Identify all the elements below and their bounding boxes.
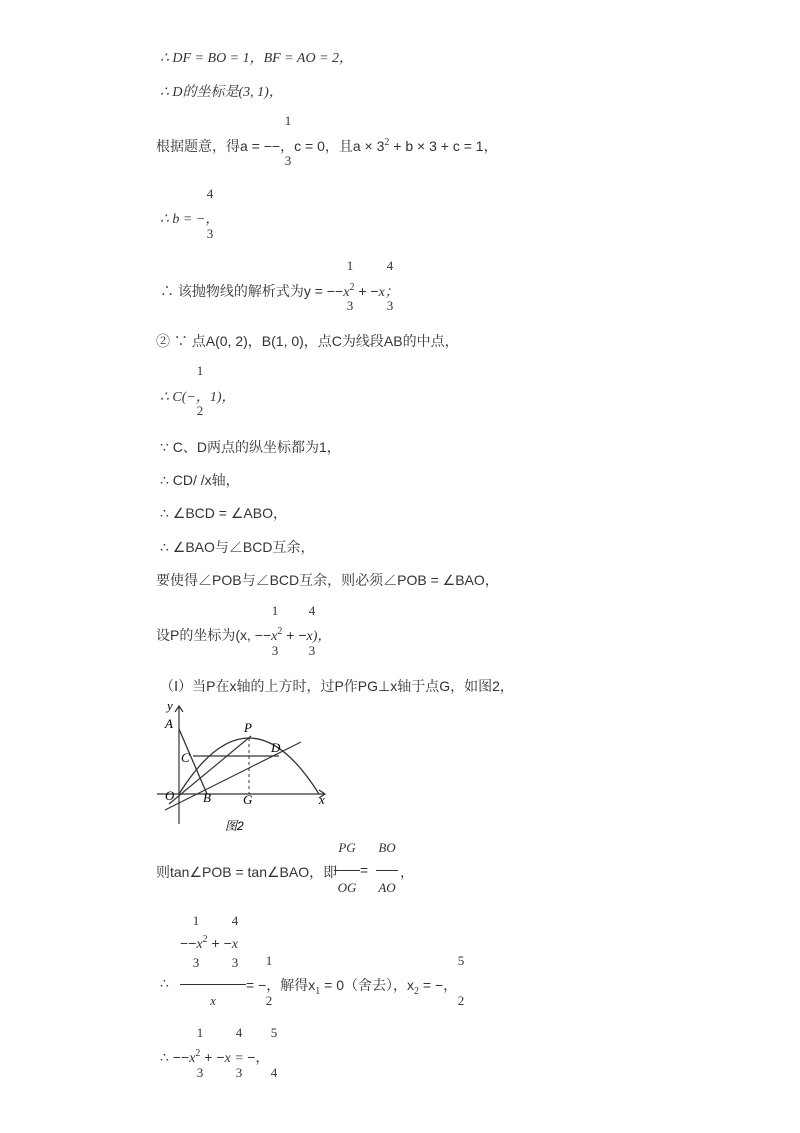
frac-j2-den: 3 xyxy=(235,1065,243,1080)
frac-i-num: 5 xyxy=(457,953,465,968)
frac-d-num: 1 xyxy=(196,363,204,378)
label-g: G xyxy=(243,792,253,807)
frac-e2-den: 3 xyxy=(308,643,316,658)
line-16-sub2: 2 xyxy=(414,986,420,997)
line-11: ∴ ∠BAO与∠BCD互余， xyxy=(160,539,315,555)
label-o: O xyxy=(165,788,175,803)
frac-g-bar1: − xyxy=(188,935,197,951)
frac-c2-bar: − xyxy=(370,283,379,299)
frac-h-num: 1 xyxy=(265,953,273,968)
frac-e1-den: 3 xyxy=(271,643,279,658)
label-x: x xyxy=(319,792,325,807)
line-5-end: x； xyxy=(378,285,399,300)
line-13-sup: 2 xyxy=(277,626,283,637)
line-13-x: x xyxy=(271,629,278,644)
frac-i-den: 2 xyxy=(457,993,465,1008)
line-5-plus: + xyxy=(354,283,371,299)
frac-g-x: x xyxy=(196,937,203,952)
frac-a-bar: − xyxy=(271,138,281,154)
line-9: ∴ CD/ /x轴， xyxy=(160,472,240,488)
line-5-pre: ∴ 该抛物线的解析式为y = − xyxy=(160,283,336,299)
frac-e2-bar: − xyxy=(298,627,307,643)
line-17-sup: 2 xyxy=(195,1048,201,1059)
line-16-mid: ，解得x xyxy=(266,977,316,993)
line-16-sub1: 1 xyxy=(315,986,321,997)
label-a: A xyxy=(165,716,173,731)
frac-g-n1: 1 xyxy=(192,913,200,928)
frac-b-den: 3 xyxy=(206,226,214,241)
frac-e1-num: 1 xyxy=(271,603,279,618)
line-4-pre: ∴ b = xyxy=(160,212,196,227)
line-17-x: x xyxy=(189,1051,196,1066)
frac-f1-den: OG xyxy=(337,880,357,895)
line-17-pre: ∴ − xyxy=(160,1049,181,1065)
line-3-sup: 2 xyxy=(384,137,390,148)
frac-f2-bar xyxy=(376,870,398,871)
line-13-plus: + xyxy=(282,627,299,643)
frac-j3-bar: − xyxy=(247,1049,256,1065)
frac-f1-bar xyxy=(334,870,360,871)
figure-2 xyxy=(155,700,355,840)
frac-c2-num: 4 xyxy=(386,258,394,273)
line-17 xyxy=(160,1047,269,1067)
frac-j1-den: 3 xyxy=(196,1065,204,1080)
frac-i-bar: − xyxy=(434,977,444,993)
frac-j3-num: 5 xyxy=(270,1025,278,1040)
line-16-mid2: = 0（舍去），x xyxy=(320,977,415,993)
line-7 xyxy=(160,386,236,406)
frac-g-bar2: − xyxy=(223,935,232,951)
line-16-pre: ∴ xyxy=(160,975,169,991)
frac-f1-num: PG xyxy=(338,840,356,855)
frac-d-bar: − xyxy=(186,390,196,405)
frac-g-d2: 3 xyxy=(231,955,239,970)
frac-c1-den: 3 xyxy=(346,298,354,313)
label-c: C xyxy=(181,750,190,765)
line-3-mid: ，c = 0，且a × 3 xyxy=(280,138,385,154)
frac-a-num: 1 xyxy=(284,113,292,128)
label-p: P xyxy=(244,720,252,735)
frac-c1-bar: − xyxy=(335,283,344,299)
line-12: 要使得∠POB与∠BCD互余，则必须∠POB = ∠BAO， xyxy=(156,572,499,588)
line-13-end: x)， xyxy=(306,629,332,644)
frac-g-den: x xyxy=(210,993,216,1008)
figure-caption: 图2 xyxy=(225,819,244,833)
line-2: ∴ D的坐标是(3, 1)， xyxy=(160,85,283,100)
line-16-rest xyxy=(246,975,457,995)
frac-g-numerator-expr xyxy=(180,935,238,953)
line-16-end: ， xyxy=(443,977,458,993)
line-13-pre: 设P的坐标为(x, − xyxy=(156,627,263,643)
frac-g-d1: 3 xyxy=(192,955,200,970)
frac-g-main-bar xyxy=(180,984,246,985)
line-13 xyxy=(156,625,331,645)
line-8: ∵ C、D两点的纵坐标都为1， xyxy=(160,439,341,455)
line-7-post: ，1)， xyxy=(195,390,236,405)
line-3-post: + b × 3 + c = 1， xyxy=(389,138,498,154)
line-15-pre: 则tan∠POB = tan∠BAO，即 xyxy=(156,864,338,880)
line-16-mid3: = xyxy=(419,977,435,993)
frac-b-num: 4 xyxy=(206,186,214,201)
frac-e1-bar: − xyxy=(262,627,272,643)
frac-g-n2: 4 xyxy=(231,913,239,928)
frac-j2-num: 4 xyxy=(235,1025,243,1040)
frac-c2-den: 3 xyxy=(386,298,394,313)
frac-j3-den: 4 xyxy=(270,1065,278,1080)
line-5-sup: 2 xyxy=(349,282,355,293)
frac-g-neg: − xyxy=(180,935,189,951)
frac-g-plus: + xyxy=(207,935,224,951)
frac-h-bar: − xyxy=(258,977,267,993)
line-14: （Ⅰ）当P在x轴的上方时，过P作PG⊥x轴于点G，如图2， xyxy=(160,678,514,694)
line-3 xyxy=(156,136,498,156)
frac-a-den: 3 xyxy=(284,153,292,168)
line-4 xyxy=(160,208,219,228)
line-1: ∴ DF = BO = 1，BF = AO = 2， xyxy=(160,51,354,66)
line-5 xyxy=(160,281,399,301)
frac-b-bar: − xyxy=(195,212,206,227)
label-y: y xyxy=(167,700,173,713)
line-15-eq: = xyxy=(360,862,369,878)
frac-d-den: 2 xyxy=(196,403,204,418)
frac-g-x2: x xyxy=(231,937,238,952)
frac-j2-bar: − xyxy=(216,1049,225,1065)
line-17-eq: x = xyxy=(224,1051,248,1066)
line-6: ② ∵ 点A(0, 2)，B(1, 0)，点C为线段AB的中点， xyxy=(156,333,459,349)
line-17-end: ， xyxy=(255,1049,270,1065)
line-7-pre: ∴ C( xyxy=(160,390,187,405)
frac-e2-num: 4 xyxy=(308,603,316,618)
frac-j1-num: 1 xyxy=(196,1025,204,1040)
label-b: B xyxy=(203,790,211,805)
line-4-end: ， xyxy=(205,212,220,227)
line-16-eq: = xyxy=(246,977,259,993)
line-10: ∴ ∠BCD = ∠ABO， xyxy=(160,505,287,521)
frac-f2-num: BO xyxy=(378,840,396,855)
line-3-pre: 根据题意，得a = − xyxy=(156,138,272,154)
line-15-end: ， xyxy=(400,864,414,880)
line-5-x: x xyxy=(343,285,350,300)
label-d: D xyxy=(271,740,281,755)
frac-g-sup: 2 xyxy=(202,934,208,945)
frac-h-den: 2 xyxy=(265,993,273,1008)
frac-c1-num: 1 xyxy=(346,258,354,273)
frac-j1-bar: − xyxy=(180,1049,190,1065)
line-17-plus: + xyxy=(200,1049,217,1065)
frac-f2-den: AO xyxy=(378,880,396,895)
